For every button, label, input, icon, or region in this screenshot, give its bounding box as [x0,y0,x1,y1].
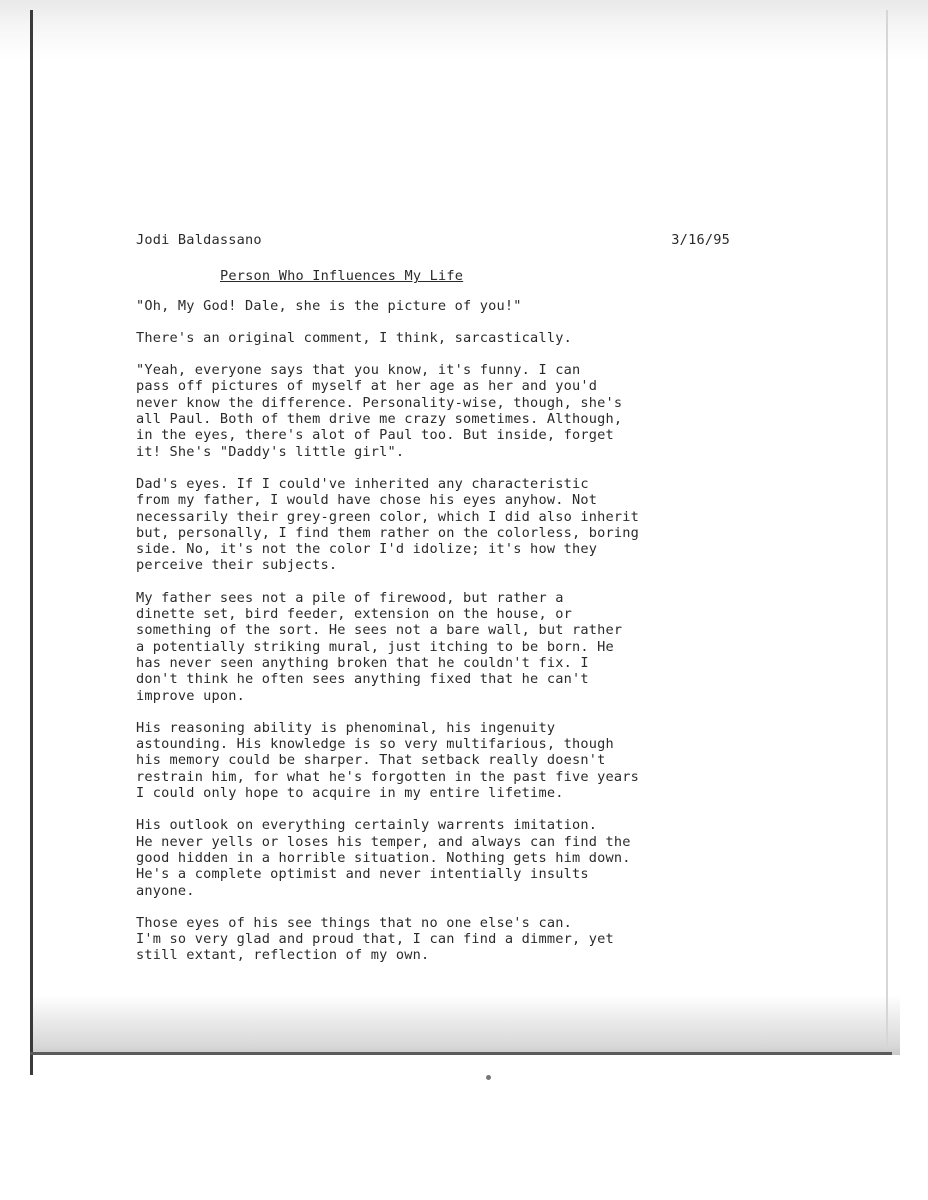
paragraph: There's an original comment, I think, sarcastically. [136,329,572,346]
scan-shadow-top [0,0,928,60]
paragraph: "Oh, My God! Dale, she is the picture of you!" [136,297,522,314]
sheet-edge-left [30,10,33,1075]
paragraph: My father sees not a pile of firewood, but rather a dinette set, bird feeder, extension on the house, or something of the sort. He sees not a bare wall, but rather a potentially striking mural, just itching to be born. He has never seen anything broken that he couldn't fix. I don't think he often sees anything fixed that he can't improve upon. [136,589,623,704]
document-date: 3/16/95 [671,232,730,248]
document-header [136,232,756,248]
sheet-edge-bottom [30,1052,892,1055]
sheet-edge-right [886,10,888,1050]
paragraph: Dad's eyes. If I could've inherited any characteristic from my father, I would have chose his eyes anyhow. Not necessarily their grey-green color, which I did also inherit but, personally, I find them rather on the colorless, boring side. No, it's not the color I'd idolize; it's how they perceive their subjects. [136,475,640,574]
document-page [136,232,756,964]
paragraph: "Yeah, everyone says that you know, it's funny. I can pass off pictures of myself at her age as her and you'd never know the difference. Personality-wise, though, she's all Paul. Both of them drive me crazy sometimes. Although, in the eyes, there's alot of Paul too. But inside, forget it! She's "Daddy's little girl". [136,362,623,460]
paragraph: His reasoning ability is phenominal, his ingenuity astounding. His knowledge is so very multifarious, though his memory could be sharper. That setback really doesn't restrain him, for what he's forgotten in the past five years I could only hope to acquire in my entire lifetime. [136,719,640,802]
author-name: Jodi Baldassano [136,232,262,248]
paragraph: Those eyes of his see things that no one else's can. I'm so very glad and proud that, I can find a dimmer, yet still extant, reflection of my own. [136,914,614,964]
document-title: Person Who Influences My Life [220,268,464,285]
paragraph: His outlook on everything certainly warrents imitation. He never yells or loses his temper, and always can find the good hidden in a horrible situation. Nothing gets him down. He's a complete optimist and never intentially insults anyone. [136,817,631,899]
scan-shadow-bottom [30,995,900,1055]
scan-speck [486,1075,491,1080]
